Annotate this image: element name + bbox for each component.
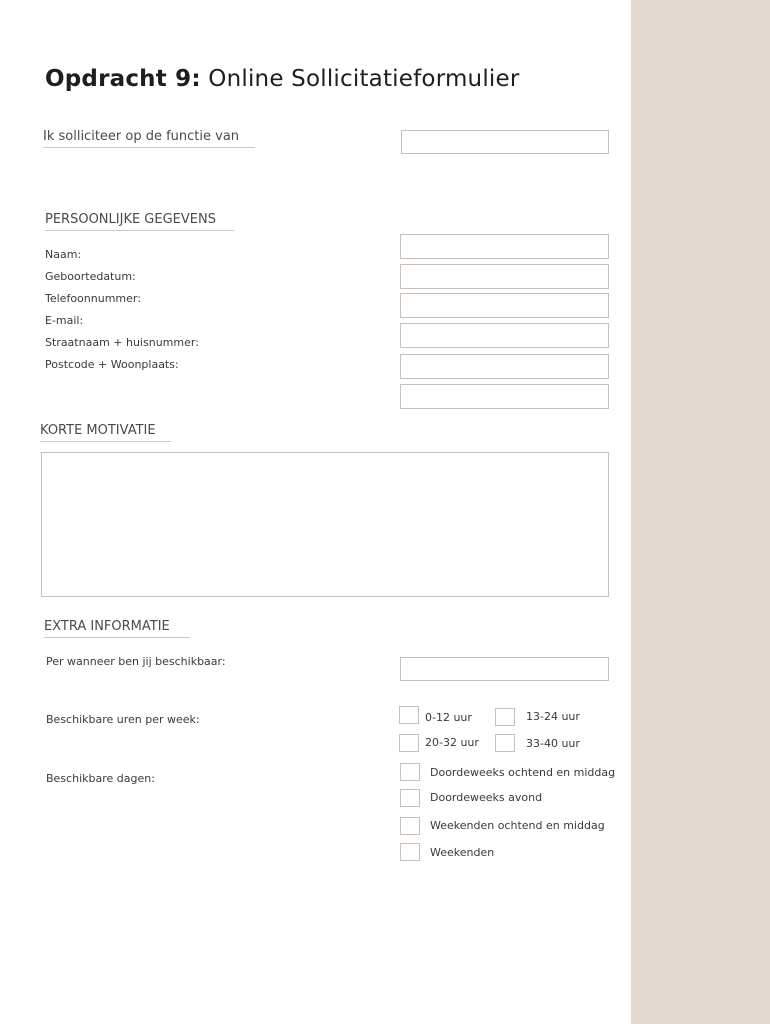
- days-weekend-checkbox[interactable]: [400, 843, 420, 861]
- birthdate-label: Geboortedatum:: [45, 270, 136, 283]
- title-rest: Online Sollicitatieformulier: [200, 66, 520, 92]
- motivation-textarea[interactable]: [41, 452, 609, 597]
- email-input[interactable]: [400, 323, 609, 348]
- hours-20-32-label: 20-32 uur: [425, 736, 479, 749]
- available-from-input[interactable]: [400, 657, 609, 681]
- position-label: Ik solliciteer op de functie van: [43, 129, 255, 148]
- email-label: E-mail:: [45, 314, 84, 327]
- motivation-heading: KORTE MOTIVATIE: [40, 423, 171, 442]
- phone-label: Telefoonnummer:: [45, 292, 141, 305]
- hours-20-32-checkbox[interactable]: [399, 734, 419, 752]
- extra-heading: EXTRA INFORMATIE: [44, 619, 190, 638]
- title-bold: Opdracht 9:: [45, 66, 201, 92]
- days-weekend-morning-checkbox[interactable]: [400, 817, 420, 835]
- birthdate-input[interactable]: [400, 264, 609, 289]
- hours-0-12-label: 0-12 uur: [425, 711, 472, 724]
- days-weekend-morning-label: Weekenden ochtend en middag: [430, 819, 605, 832]
- postcode-city-input[interactable]: [400, 384, 609, 409]
- page-title: [45, 66, 520, 92]
- hours-13-24-label: 13-24 uur: [526, 710, 580, 723]
- phone-input[interactable]: [400, 293, 609, 318]
- personal-heading: PERSOONLIJKE GEGEVENS: [45, 212, 234, 231]
- name-label: Naam:: [45, 248, 82, 261]
- days-weekday-morning-checkbox[interactable]: [400, 763, 420, 781]
- postcode-city-label: Postcode + Woonplaats:: [45, 358, 179, 371]
- available-from-label: Per wanneer ben jij beschikbaar:: [46, 655, 226, 668]
- decorative-sidebar: [631, 0, 770, 1024]
- hours-33-40-checkbox[interactable]: [495, 734, 515, 752]
- name-input[interactable]: [400, 234, 609, 259]
- days-weekday-morning-label: Doordeweeks ochtend en middag: [430, 766, 616, 779]
- street-input[interactable]: [400, 354, 609, 379]
- hours-33-40-label: 33-40 uur: [526, 737, 580, 750]
- days-label: Beschikbare dagen:: [46, 772, 155, 785]
- position-input[interactable]: [401, 130, 609, 154]
- hours-13-24-checkbox[interactable]: [495, 708, 515, 726]
- days-weekend-label: Weekenden: [430, 846, 495, 859]
- hours-label: Beschikbare uren per week:: [46, 713, 200, 726]
- street-label: Straatnaam + huisnummer:: [45, 336, 199, 349]
- hours-0-12-checkbox[interactable]: [399, 706, 419, 724]
- days-weekday-evening-label: Doordeweeks avond: [430, 791, 543, 804]
- days-weekday-evening-checkbox[interactable]: [400, 789, 420, 807]
